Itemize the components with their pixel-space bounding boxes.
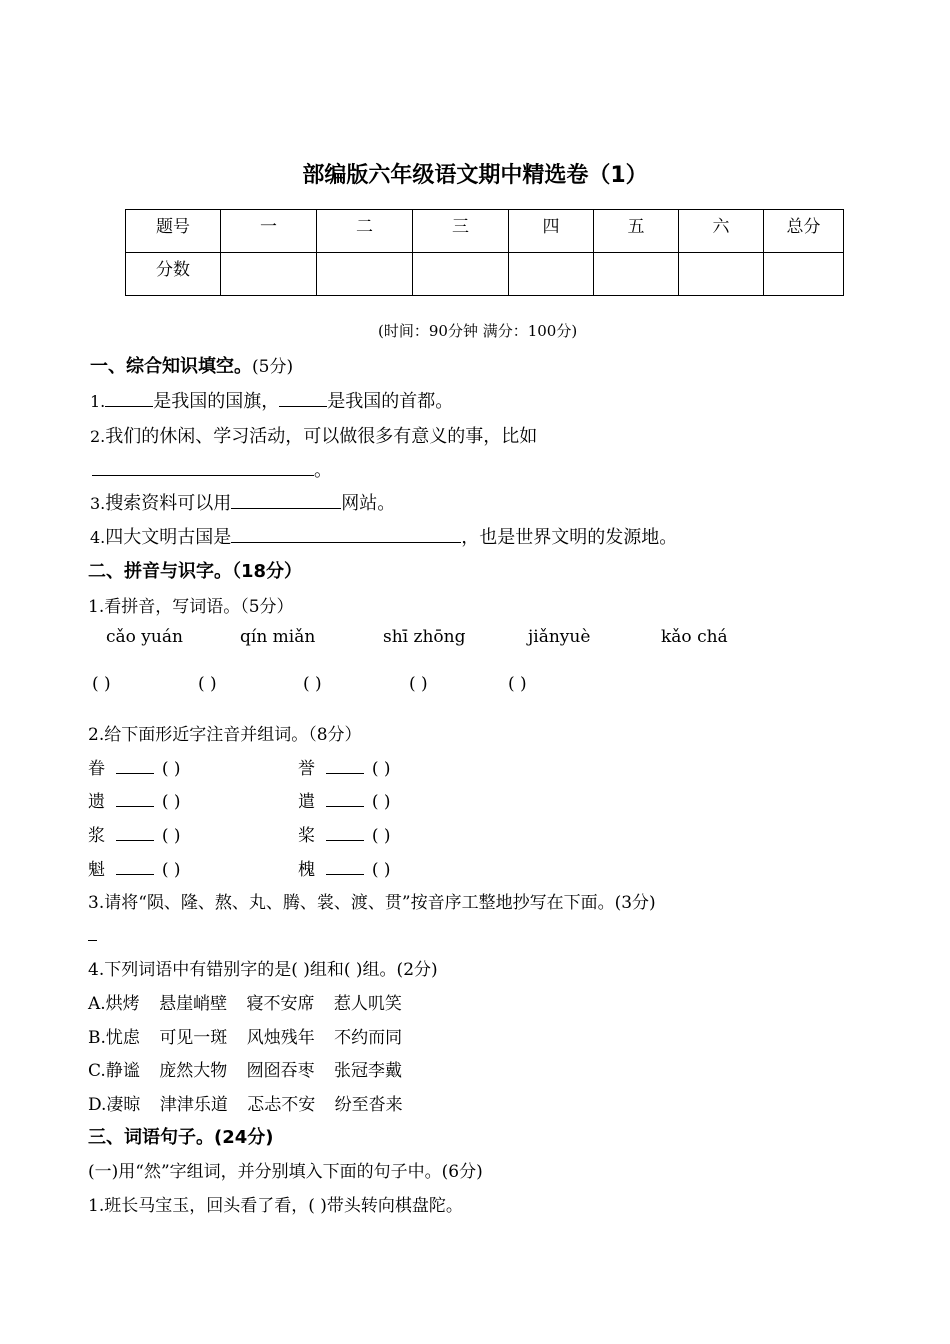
pinyin-blank[interactable]: [326, 788, 364, 807]
option-item: D.凄晾: [88, 1095, 141, 1115]
s2-question-3: 3.请将“陨、隆、熬、丸、腾、裳、渡、贯”按音序工整地抄写在下面。(3分): [88, 893, 656, 913]
char: 誉: [298, 759, 315, 779]
option-item: 寝不安席: [246, 994, 315, 1014]
page-title: 部编版六年级语文期中精选卷（1）: [302, 163, 648, 188]
word-paren[interactable]: ( ): [161, 860, 181, 880]
char: 遣: [298, 792, 315, 812]
pinyin-blank[interactable]: [326, 822, 364, 841]
word-paren[interactable]: ( ): [371, 792, 391, 812]
option-item: 津津乐道: [159, 1095, 228, 1115]
char-pair-row: [88, 821, 180, 846]
char-pair-row: [298, 754, 390, 779]
score-table-score-row: [126, 253, 844, 296]
pinyin-1: cǎo yuán: [106, 627, 183, 647]
q-text: 搜索资料可以用: [105, 493, 232, 514]
char-pair-row: [298, 787, 390, 812]
option-row-d: [88, 1090, 403, 1115]
q-number: 4.: [90, 528, 106, 547]
q-number: 1.: [90, 392, 106, 411]
exam-meta: (时间：90分钟 满分：100分): [378, 322, 578, 340]
pinyin-blank[interactable]: [116, 856, 154, 875]
char: 遗: [88, 792, 105, 812]
char-pair-row: [88, 787, 180, 812]
option-item: 纷至沓来: [334, 1095, 403, 1115]
option-item: 庞然大物: [159, 1061, 228, 1081]
word-paren[interactable]: ( ): [371, 826, 391, 846]
section-2-heading: [88, 557, 302, 583]
score-header-cell: 三: [413, 210, 509, 253]
s1-question-2-answer-line: [92, 456, 332, 482]
char-pair-row: [298, 821, 390, 846]
score-header-cell: 六: [679, 210, 764, 253]
score-row-label: 分数: [126, 253, 221, 296]
s1-question-4: [90, 523, 677, 549]
q-text: 网站。: [341, 493, 396, 514]
s1-question-2: [90, 422, 537, 448]
q-text: 是我国的国旗，: [153, 391, 280, 412]
s1-question-3: [90, 489, 395, 515]
score-header-cell: 二: [317, 210, 413, 253]
score-cell[interactable]: [221, 253, 317, 296]
char: 魁: [88, 860, 105, 880]
char: 浆: [88, 826, 105, 846]
fill-blank[interactable]: [231, 490, 341, 509]
score-header-cell: 四: [509, 210, 594, 253]
score-cell[interactable]: [509, 253, 594, 296]
score-table-header-row: [126, 210, 844, 253]
word-paren[interactable]: ( ): [161, 759, 181, 779]
answer-paren[interactable]: ( ): [198, 674, 217, 694]
section-1-title: 一、综合知识填空。: [90, 356, 252, 377]
s2-question-1: 1.看拼音，写词语。（5分）: [88, 597, 294, 617]
fill-blank[interactable]: [231, 524, 461, 543]
option-item: 悬崖峭壁: [159, 994, 228, 1014]
fill-blank[interactable]: [92, 457, 314, 476]
section-1-points: (5分): [252, 357, 294, 377]
answer-paren[interactable]: ( ): [508, 674, 527, 694]
char: 眷: [88, 759, 105, 779]
score-header-cell: 五: [594, 210, 679, 253]
score-cell[interactable]: [764, 253, 844, 296]
option-row-c: [88, 1056, 402, 1081]
score-header-cell: 题号: [126, 210, 221, 253]
pinyin-blank[interactable]: [326, 856, 364, 875]
word-paren[interactable]: ( ): [371, 860, 391, 880]
char-pair-row: [298, 855, 390, 880]
pinyin-blank[interactable]: [116, 788, 154, 807]
option-item: 风烛残年: [246, 1028, 315, 1048]
option-item: 张冠李戴: [334, 1061, 403, 1081]
fill-blank[interactable]: [279, 388, 327, 407]
s3-sub-1: (一)用“然”字组词，并分别填入下面的句子中。(6分): [88, 1162, 483, 1182]
pinyin-blank[interactable]: [326, 755, 364, 774]
answer-paren[interactable]: ( ): [303, 674, 322, 694]
section-1-heading: [90, 352, 293, 378]
option-item: 可见一斑: [159, 1028, 228, 1048]
section-3-heading: 三、词语句子。(24分): [88, 1127, 274, 1148]
pinyin-5: kǎo chá: [661, 627, 728, 647]
option-item: 囫囵吞枣: [246, 1061, 315, 1081]
pinyin-blank[interactable]: [116, 822, 154, 841]
q-text: 。: [314, 460, 332, 481]
score-cell[interactable]: [413, 253, 509, 296]
answer-line-stub[interactable]: [88, 940, 97, 941]
pinyin-4: jiǎnyuè: [528, 627, 591, 647]
s3-question-1: 1.班长马宝玉，回头看了看，( )带头转向棋盘陀。: [88, 1196, 463, 1216]
q-text: 是我国的首都。: [327, 391, 454, 412]
score-header-cell: 一: [221, 210, 317, 253]
section-2-title: 二、拼音与识字。: [88, 561, 232, 582]
answer-paren[interactable]: ( ): [409, 674, 428, 694]
score-header-cell: 总分: [764, 210, 844, 253]
option-row-b: [88, 1023, 402, 1048]
s2-question-2: 2.给下面形近字注音并组词。（8分）: [88, 725, 362, 745]
pinyin-blank[interactable]: [116, 755, 154, 774]
score-cell[interactable]: [594, 253, 679, 296]
q-number: 2.: [90, 427, 106, 446]
option-item: C.静谧: [88, 1061, 140, 1081]
char: 槐: [298, 860, 315, 880]
char-pair-row: [88, 855, 180, 880]
q-text: 我们的休闲、学习活动，可以做很多有意义的事，比如: [105, 426, 538, 447]
option-item: A.烘烤: [88, 994, 140, 1014]
q-text: 四大文明古国是: [105, 527, 232, 548]
fill-blank[interactable]: [105, 388, 153, 407]
option-item: 惹人叽笑: [333, 994, 402, 1014]
word-paren[interactable]: ( ): [161, 826, 181, 846]
s1-question-1: [90, 387, 453, 413]
word-paren[interactable]: ( ): [161, 792, 181, 812]
score-cell[interactable]: [679, 253, 764, 296]
answer-paren[interactable]: ( ): [92, 674, 111, 694]
option-item: 忑忐不安: [247, 1095, 316, 1115]
section-2-points: （18分）: [232, 561, 303, 582]
score-table: [125, 209, 844, 296]
char: 桨: [298, 826, 315, 846]
pinyin-2: qín miǎn: [240, 627, 316, 647]
pinyin-3: shī zhōng: [383, 627, 466, 647]
option-item: 不约而同: [334, 1028, 403, 1048]
score-cell[interactable]: [317, 253, 413, 296]
q-text: ，也是世界文明的发源地。: [461, 527, 678, 548]
s2-question-4: 4.下列词语中有错别字的是( )组和( )组。(2分): [88, 960, 438, 980]
word-paren[interactable]: ( ): [371, 759, 391, 779]
q-number: 3.: [90, 494, 106, 513]
option-item: B.忧虑: [88, 1028, 140, 1048]
option-row-a: [88, 989, 402, 1014]
char-pair-row: [88, 754, 180, 779]
